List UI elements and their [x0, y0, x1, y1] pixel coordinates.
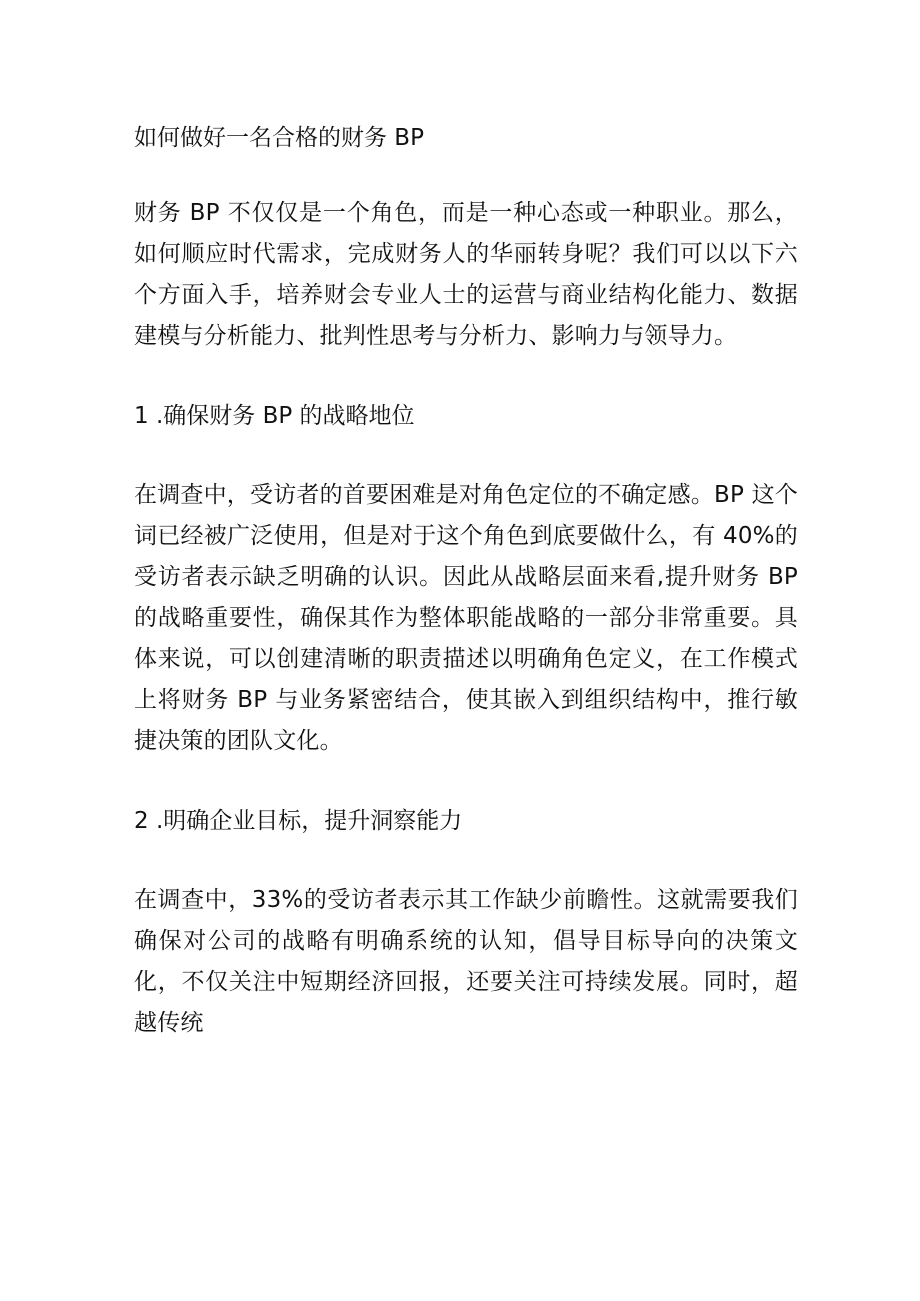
intro-paragraph: 财务 BP 不仅仅是一个角色，而是一种心态或一种职业。那么，如何顺应时代需求，完成财务人的华丽转身呢？我们可以以下六个方面入手，培养财会专业人士的运营与商业结构化能力、数据建模与分析能力、批判性思考与分析力、影响力与领导力。 — [134, 200, 798, 349]
section-heading-1: 1 .确保财务 BP 的战略地位 — [134, 403, 415, 429]
document-title: 如何做好一名合格的财务 BP — [134, 125, 424, 151]
document-content — [134, 116, 798, 1081]
section-body-1: 在调查中，受访者的首要困难是对角色定位的不确定感。BP 这个词已经被广泛使用，但是对于这个角色到底要做什么，有 40%的受访者表示缺乏明确的认识。因此从战略层面来看,提升财务 BP 的战略重要性，确保其作为整体职能战略的一部分非常重要。具体来说，可以创建清晰的职责描述以明确角色定义，在工作模式上将财务 BP 与业务紧密结合，使其嵌入到组织结构中，推行敏捷决策的团队文化。 — [134, 482, 798, 754]
section-body-2: 在调查中，33%的受访者表示其工作缺少前瞻性。这就需要我们确保对公司的战略有明确系统的认知，倡导目标导向的决策文化，不仅关注中短期经济回报，还要关注可持续发展。同时，超越传统 — [134, 887, 798, 1036]
section-heading-2: 2 .明确企业目标，提升洞察能力 — [134, 808, 463, 834]
